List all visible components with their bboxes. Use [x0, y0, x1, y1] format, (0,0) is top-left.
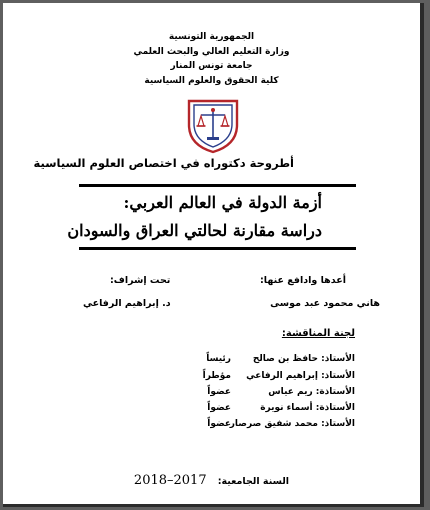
- institution-header: [3, 30, 420, 88]
- academic-year-value: 2017–2018: [133, 473, 207, 488]
- author-name: هاني محمود عبد موسى: [270, 298, 380, 309]
- jury-member-name: الأستاذ: حافظ بن صالح: [252, 354, 355, 364]
- jury-member-role: مؤطراً: [202, 371, 231, 381]
- academic-year-label: السنة الجامعية:: [217, 476, 290, 487]
- academic-year: [3, 469, 420, 488]
- thesis-title-line1: أزمة الدولة في العالم العربي:: [123, 193, 322, 212]
- institution-line: كلية الحقوق والعلوم السياسية: [144, 75, 279, 86]
- faculty-logo-icon: [181, 95, 245, 155]
- jury-member-row: [207, 419, 355, 433]
- jury-member-name: الأستاذ: إبراهيم الرفاعي: [246, 371, 355, 381]
- jury-member-role: عضواً: [207, 403, 231, 413]
- bottom-rule: [79, 247, 356, 250]
- supervisor-name: د. إبراهيم الرفاعي: [83, 298, 171, 309]
- institution-line: الجمهورية التونسية: [168, 32, 255, 42]
- jury-member-role: رئيساً: [206, 354, 231, 364]
- jury-member-name: الأستاذة: أسماء نويرة: [260, 403, 355, 413]
- top-rule: [79, 184, 356, 187]
- jury-member-row: [207, 403, 355, 417]
- thesis-title-line2: دراسة مقارنة لحالتي العراق والسودان: [67, 221, 322, 240]
- jury-member-row: [206, 354, 355, 368]
- institution-line: وزارة التعليم العالي والبحث العلمي: [133, 46, 290, 57]
- jury-heading: لجنة المناقشة:: [281, 328, 355, 339]
- jury-member-row: [207, 387, 355, 401]
- jury-member-name: الأستاذ: محمد شفيق صرصار: [229, 419, 355, 429]
- supervisor-label: تحت إشراف:: [110, 275, 171, 286]
- institution-line: جامعة تونس المنار: [170, 61, 253, 71]
- jury-member-row: [203, 371, 355, 385]
- jury-member-name: الأستاذة: ريم عياس: [268, 387, 355, 397]
- thesis-type: أطروحة دكتوراه في اختصاص العلوم السياسية: [33, 156, 294, 170]
- jury-member-role: عضواً: [207, 419, 231, 429]
- document-page: [3, 3, 424, 507]
- author-label: أعدها وادافع عنها:: [259, 275, 346, 286]
- jury-member-role: عضواً: [207, 387, 231, 397]
